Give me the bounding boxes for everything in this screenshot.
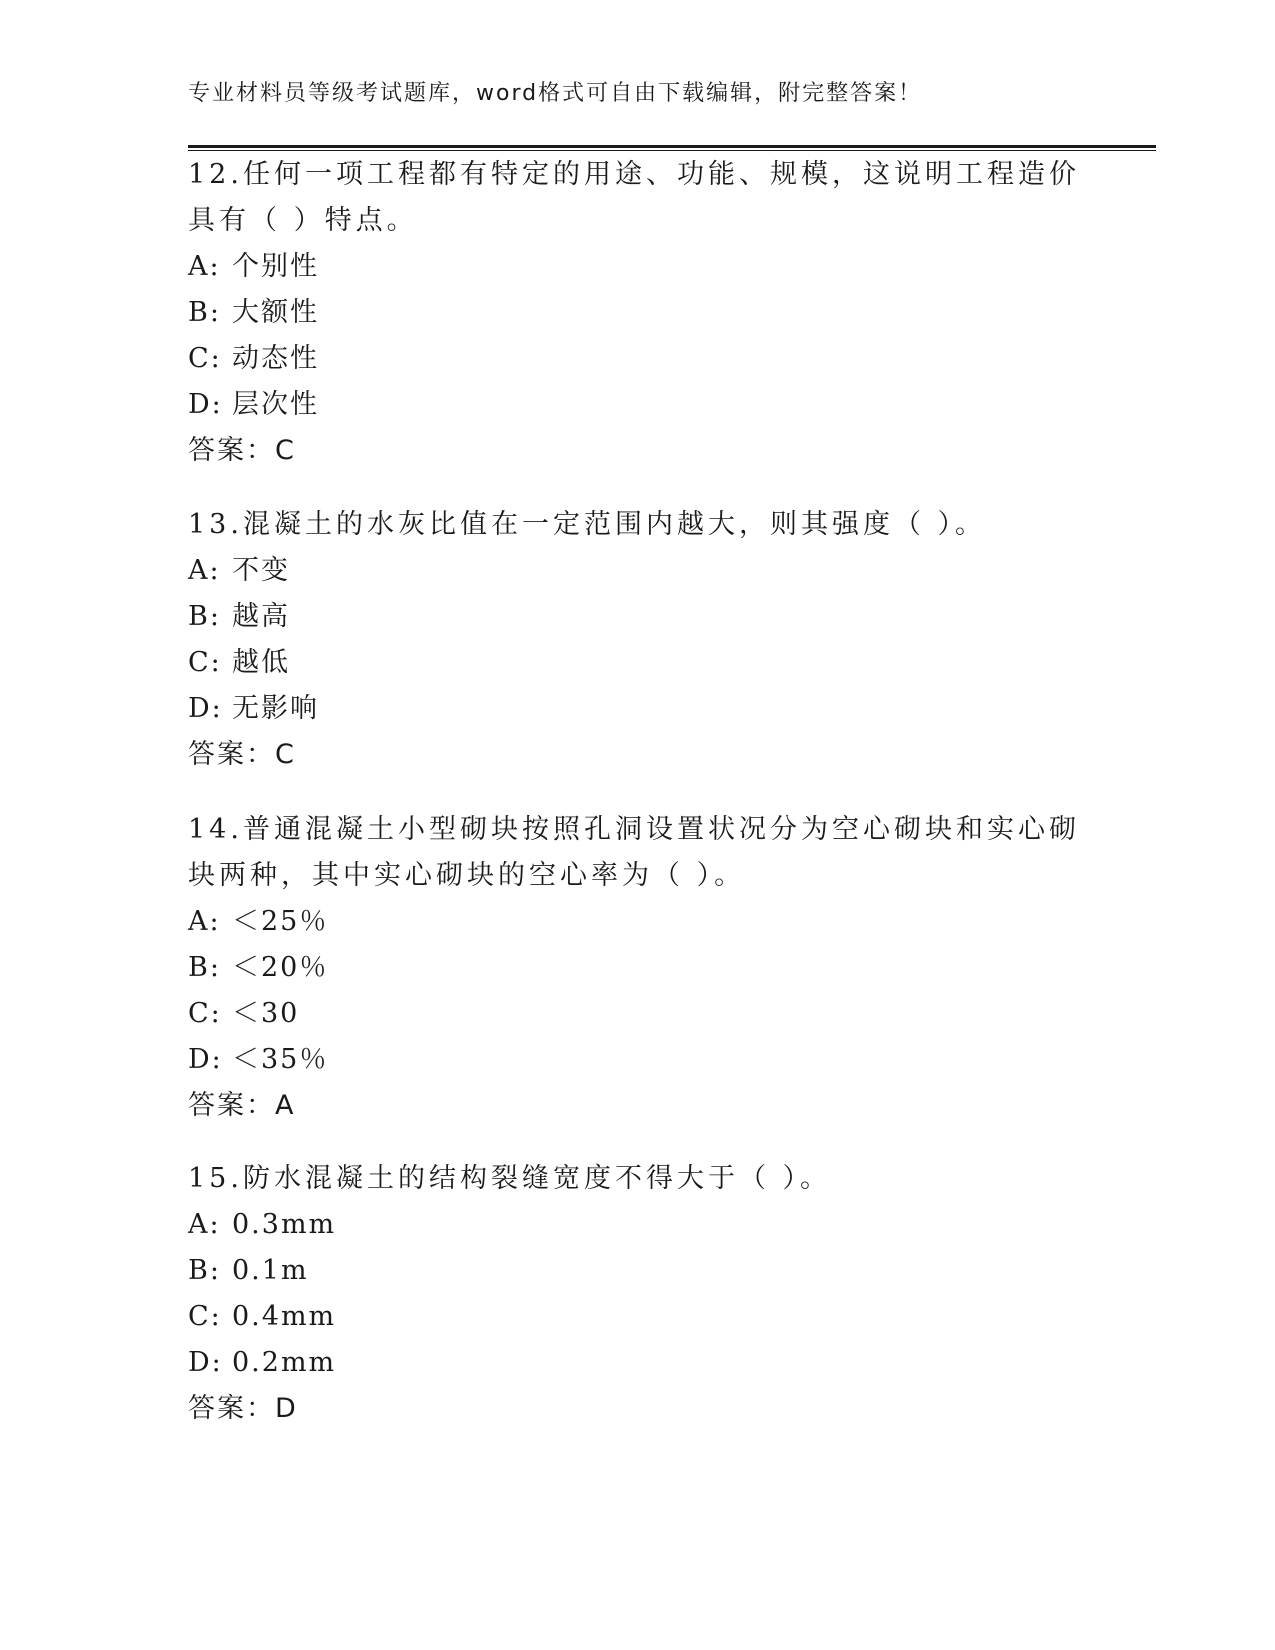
option-d bbox=[188, 686, 1088, 732]
option-c bbox=[188, 640, 1088, 686]
option-letter: A: bbox=[188, 906, 221, 937]
option-letter: D: bbox=[188, 693, 223, 724]
header-rule-thin bbox=[188, 150, 1156, 151]
option-a bbox=[188, 548, 1088, 594]
option-text: 层次性 bbox=[232, 389, 319, 420]
option-d bbox=[188, 382, 1088, 428]
option-letter: A: bbox=[188, 251, 221, 282]
option-letter: A: bbox=[188, 555, 221, 586]
answer-text: 答案：C bbox=[188, 739, 296, 770]
question-stem: 14.普通混凝土小型砌块按照孔洞设置状况分为空心砌块和实心砌块两种，其中实心砌块的空心率为（ ）。 bbox=[188, 814, 1080, 891]
page-header-text: 专业材料员等级考试题库，word格式可自由下载编辑，附完整答案！ bbox=[188, 81, 923, 106]
option-letter: B: bbox=[188, 297, 221, 328]
option-c bbox=[188, 336, 1088, 382]
option-a bbox=[188, 244, 1088, 290]
question-stem: 12.任何一项工程都有特定的用途、功能、规模，这说明工程造价具有（ ）特点。 bbox=[188, 159, 1080, 236]
option-text: ＜25％ bbox=[232, 906, 329, 937]
answer-text: 答案：D bbox=[188, 1393, 298, 1424]
question-stem: 15.防水混凝土的结构裂缝宽度不得大于（ ）。 bbox=[188, 1163, 832, 1194]
option-letter: A: bbox=[188, 1209, 221, 1240]
question-12 bbox=[188, 152, 1088, 474]
option-text: 动态性 bbox=[232, 343, 319, 374]
option-letter: C: bbox=[188, 998, 222, 1029]
answer-text: 答案：C bbox=[188, 435, 296, 466]
option-text: 0.2mm bbox=[232, 1347, 337, 1378]
option-b bbox=[188, 945, 1088, 991]
option-text: 0.4mm bbox=[232, 1301, 337, 1332]
option-letter: B: bbox=[188, 1255, 221, 1286]
option-text: 个别性 bbox=[232, 251, 319, 282]
option-letter: B: bbox=[188, 601, 221, 632]
option-text: ＜30 bbox=[232, 998, 300, 1029]
option-text: 0.1m bbox=[232, 1255, 309, 1286]
option-text: ＜35％ bbox=[232, 1044, 329, 1075]
option-letter: C: bbox=[188, 343, 222, 374]
option-text: 无影响 bbox=[232, 693, 319, 724]
answer-text: 答案：A bbox=[188, 1090, 296, 1121]
option-a bbox=[188, 899, 1088, 945]
option-letter: C: bbox=[188, 1301, 222, 1332]
option-letter: D: bbox=[188, 1044, 223, 1075]
option-text: 越低 bbox=[232, 647, 290, 678]
question-13 bbox=[188, 502, 1088, 778]
option-text: ＜20％ bbox=[232, 952, 329, 983]
option-b bbox=[188, 290, 1088, 336]
option-a bbox=[188, 1202, 1088, 1248]
question-15 bbox=[188, 1156, 1088, 1432]
question-14 bbox=[188, 807, 1088, 1129]
option-d bbox=[188, 1340, 1088, 1386]
option-text: 越高 bbox=[232, 601, 290, 632]
option-b bbox=[188, 1248, 1088, 1294]
option-letter: D: bbox=[188, 389, 223, 420]
header-rule-thick bbox=[188, 145, 1156, 148]
option-letter: B: bbox=[188, 952, 221, 983]
option-b bbox=[188, 594, 1088, 640]
option-d bbox=[188, 1037, 1088, 1083]
option-letter: C: bbox=[188, 647, 222, 678]
question-stem: 13.混凝土的水灰比值在一定范围内越大，则其强度（ ）。 bbox=[188, 509, 987, 540]
option-letter: D: bbox=[188, 1347, 223, 1378]
option-c bbox=[188, 1294, 1088, 1340]
option-text: 大额性 bbox=[232, 297, 319, 328]
option-c bbox=[188, 991, 1088, 1037]
option-text: 0.3mm bbox=[232, 1209, 337, 1240]
option-text: 不变 bbox=[232, 555, 290, 586]
